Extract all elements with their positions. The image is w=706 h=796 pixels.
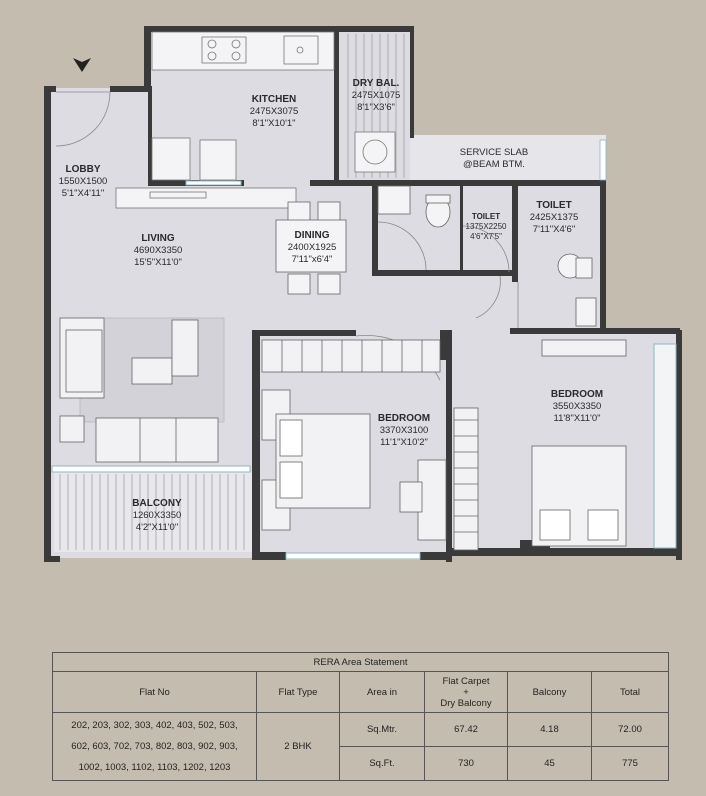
balcony-dim-mm: 1260X3350 bbox=[132, 510, 182, 521]
dry-balcony-dim-mm: 2475X1075 bbox=[351, 90, 401, 101]
bedroom-1-dim-mm: 3370X3100 bbox=[379, 425, 429, 436]
header-carpet-line1: Flat Carpet bbox=[442, 675, 490, 687]
flat-numbers-line3: 1002, 1003, 1102, 1103, 1202, 1203 bbox=[78, 762, 231, 773]
bedroom-2-dim-mm: 3550X3350 bbox=[552, 401, 602, 412]
unit-sqm: Sq.Mtr. bbox=[340, 713, 425, 747]
balcony-label: BALCONY bbox=[132, 498, 182, 509]
service-slab-note: @BEAM BTM. bbox=[463, 159, 525, 170]
bedroom-1-dim-ft: 11'1"X10'2" bbox=[380, 437, 428, 448]
header-flat-type: Flat Type bbox=[257, 672, 340, 713]
bedroom-2-dim-ft: 11'8"X11'0" bbox=[553, 413, 601, 424]
kitchen-dim-mm: 2475X3075 bbox=[249, 106, 299, 117]
bedroom-1-label: BEDROOM bbox=[377, 413, 431, 424]
dining-dim-mm: 2400X1925 bbox=[287, 242, 337, 253]
flat-numbers-cell bbox=[53, 713, 257, 781]
header-total: Total bbox=[592, 672, 669, 713]
toilet-small-dim-ft: 4'6"X7'5" bbox=[470, 232, 502, 241]
header-flat-no: Flat No bbox=[53, 672, 257, 713]
living-dim-ft: 15'5"X11'0" bbox=[134, 257, 182, 268]
rera-area-table bbox=[52, 652, 669, 781]
header-carpet-line3: Dry Balcony bbox=[440, 697, 492, 709]
balcony-sqft: 45 bbox=[508, 747, 592, 781]
header-balcony: Balcony bbox=[508, 672, 592, 713]
dry-balcony-dim-ft: 8'1"X3'6" bbox=[357, 102, 395, 113]
lobby-label: LOBBY bbox=[65, 164, 101, 175]
flat-type-cell: 2 BHK bbox=[257, 713, 340, 781]
washing-machine bbox=[355, 132, 395, 172]
entry-arrow bbox=[73, 58, 91, 72]
service-slab-label: SERVICE SLAB bbox=[459, 147, 529, 158]
total-sqft: 775 bbox=[592, 747, 669, 781]
unit-sqft: Sq.Ft. bbox=[340, 747, 425, 781]
bedroom-2-label: BEDROOM bbox=[550, 389, 604, 400]
flat-numbers-line2: 602, 603, 702, 703, 802, 803, 902, 903, bbox=[71, 741, 238, 752]
toilet-large-dim-mm: 2425X1375 bbox=[529, 212, 579, 223]
service-slab-window bbox=[600, 140, 606, 180]
living-label: LIVING bbox=[141, 233, 175, 244]
carpet-sqft: 730 bbox=[425, 747, 508, 781]
balcony-dim-ft: 4'2"X11'0" bbox=[135, 522, 179, 533]
header-area-in: Area in bbox=[340, 672, 425, 713]
header-flat-carpet bbox=[425, 672, 508, 713]
balcony-sqm: 4.18 bbox=[508, 713, 592, 747]
toilet-small-label: TOILET bbox=[471, 212, 501, 221]
carpet-sqm: 67.42 bbox=[425, 713, 508, 747]
header-carpet-line2: + bbox=[463, 686, 469, 698]
kitchen-dim-ft: 8'1"X10'1" bbox=[252, 118, 296, 129]
dry-balcony-label: DRY BAL. bbox=[352, 78, 400, 89]
table-title: RERA Area Statement bbox=[53, 653, 669, 672]
dining-label: DINING bbox=[294, 230, 330, 241]
lobby-dim-ft: 5'1"X4'11" bbox=[61, 188, 105, 199]
flat-numbers-line1: 202, 203, 302, 303, 402, 403, 502, 503, bbox=[71, 720, 238, 731]
kitchen-label: KITCHEN bbox=[251, 94, 297, 105]
total-sqm: 72.00 bbox=[592, 713, 669, 747]
toilet-large-label: TOILET bbox=[536, 200, 572, 211]
toilet-small-dim-mm: 1375X2250 bbox=[465, 222, 507, 231]
toilet-large-dim-ft: 7'11"X4'6" bbox=[532, 224, 576, 235]
living-dim-mm: 4690X3350 bbox=[133, 245, 183, 256]
dining-dim-ft: 7'11"x6'4" bbox=[291, 254, 333, 265]
lobby-dim-mm: 1550X1500 bbox=[58, 176, 108, 187]
